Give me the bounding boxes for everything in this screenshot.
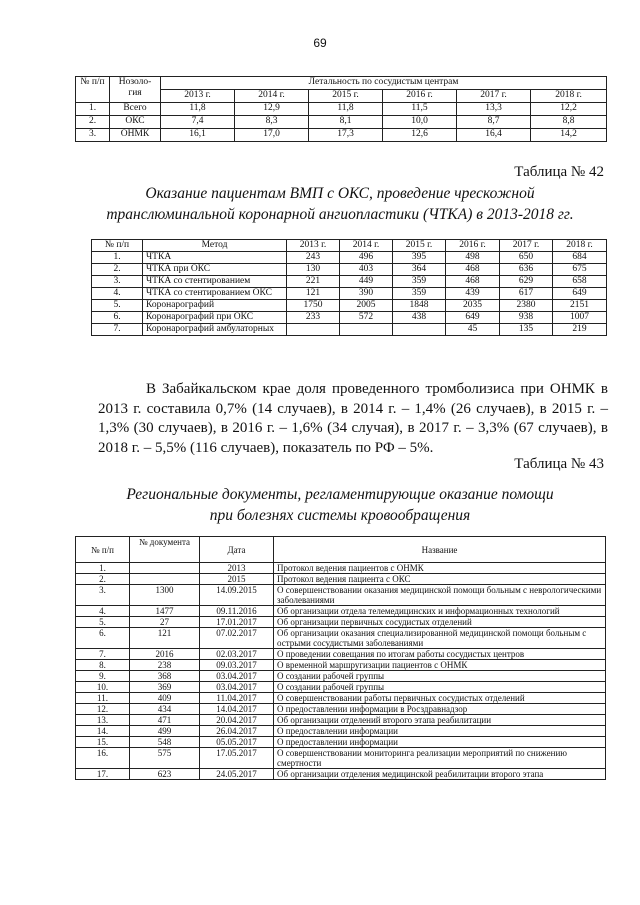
col-header-nosology: Нозоло-гия (110, 77, 161, 103)
row-number: 3. (92, 276, 143, 288)
document-number: 409 (130, 693, 200, 704)
table-row (76, 628, 606, 649)
procedure-count: 636 (500, 264, 553, 276)
mortality-value: 8,7 (457, 116, 531, 129)
document-date: 09.03.2017 (200, 660, 274, 671)
document-name: О предоставлении информации в Росздравнадзор (274, 704, 606, 715)
document-name: Об организации отделений второго этапа реабилитации (274, 715, 606, 726)
document-date: 14.09.2015 (200, 585, 274, 606)
mortality-value: 11,8 (309, 103, 383, 116)
procedure-count (393, 324, 446, 336)
document-name: Об организации отделения медицинской реабилитации второго этапа (274, 769, 606, 780)
document-date: 2015 (200, 574, 274, 585)
col-header-method: Метод (143, 240, 287, 252)
row-number: 16. (76, 748, 130, 769)
row-number: 4. (92, 288, 143, 300)
mortality-value: 17,0 (235, 129, 309, 142)
document-number: 368 (130, 671, 200, 682)
procedure-count: 121 (287, 288, 340, 300)
row-number: 3. (76, 585, 130, 606)
procedure-count: 395 (393, 252, 446, 264)
row-number: 2. (92, 264, 143, 276)
document-name: Об организации отдела телемедицинских и информационных технологий (274, 606, 606, 617)
procedure-count: 135 (500, 324, 553, 336)
procedure-count: 496 (340, 252, 393, 264)
table-row (92, 252, 607, 264)
document-number (130, 574, 200, 585)
table-row (76, 737, 606, 748)
document-date: 26.04.2017 (200, 726, 274, 737)
procedure-count: 390 (340, 288, 393, 300)
document-number: 1477 (130, 606, 200, 617)
document-name: Протокол ведения пациентов с ОНМК (274, 563, 606, 574)
table-row (76, 649, 606, 660)
table-row (76, 726, 606, 737)
table-row (92, 300, 607, 312)
table-row (92, 288, 607, 300)
procedure-count: 938 (500, 312, 553, 324)
row-number: 5. (92, 300, 143, 312)
procedure-count: 233 (287, 312, 340, 324)
document-date: 03.04.2017 (200, 682, 274, 693)
procedure-count: 684 (553, 252, 607, 264)
table-row (76, 704, 606, 715)
document-date: 17.05.2017 (200, 748, 274, 769)
row-number: 3. (76, 129, 110, 142)
procedure-count: 498 (446, 252, 500, 264)
row-number: 4. (76, 606, 130, 617)
row-number: 17. (76, 769, 130, 780)
document-number: 121 (130, 628, 200, 649)
nosology-name: ОКС (110, 116, 161, 129)
col-header-mortality: Летальность по сосудистым центрам (161, 77, 607, 90)
row-number: 13. (76, 715, 130, 726)
row-number: 7. (92, 324, 143, 336)
year-header: 2013 г. (161, 90, 235, 103)
mortality-value: 11,8 (161, 103, 235, 116)
mortality-value: 17,3 (309, 129, 383, 142)
document-number (130, 563, 200, 574)
year-header: 2016 г. (446, 240, 500, 252)
mortality-value: 11,5 (383, 103, 457, 116)
year-header: 2018 г. (553, 240, 607, 252)
regional-documents-body (76, 563, 606, 780)
table-row (92, 276, 607, 288)
mortality-table (75, 76, 607, 142)
procedure-count: 2151 (553, 300, 607, 312)
row-number: 10. (76, 682, 130, 693)
procedure-count: 438 (393, 312, 446, 324)
method-name: ЧТКА при ОКС (143, 264, 287, 276)
table-row (76, 617, 606, 628)
procedure-count: 468 (446, 276, 500, 288)
row-number: 2. (76, 116, 110, 129)
row-number: 14. (76, 726, 130, 737)
year-header: 2018 г. (531, 90, 607, 103)
table-row (76, 769, 606, 780)
method-name: Коронарографий амбулаторных (143, 324, 287, 336)
document-date: 07.02.2017 (200, 628, 274, 649)
col-header-no: № п/п (76, 537, 130, 563)
ptca-header-row (92, 240, 607, 252)
table-row (76, 563, 606, 574)
procedure-count: 359 (393, 276, 446, 288)
document-date: 05.05.2017 (200, 737, 274, 748)
document-date: 03.04.2017 (200, 671, 274, 682)
document-number: 499 (130, 726, 200, 737)
table-row (92, 312, 607, 324)
procedure-count: 359 (393, 288, 446, 300)
col-header-name: Название (274, 537, 606, 563)
method-name: Коронарографий (143, 300, 287, 312)
table-row (76, 748, 606, 769)
row-number: 2. (76, 574, 130, 585)
procedure-count: 1750 (287, 300, 340, 312)
document-name: О предоставлении информации (274, 737, 606, 748)
document-number: 575 (130, 748, 200, 769)
mortality-table-body (76, 103, 607, 142)
document-name: Протокол ведения пациента с ОКС (274, 574, 606, 585)
mortality-value: 10,0 (383, 116, 457, 129)
table-row (92, 264, 607, 276)
procedure-count: 439 (446, 288, 500, 300)
nosology-name: Всего (110, 103, 161, 116)
procedure-count (340, 324, 393, 336)
procedure-count: 2380 (500, 300, 553, 312)
procedure-count: 629 (500, 276, 553, 288)
procedure-count: 2005 (340, 300, 393, 312)
procedure-count (287, 324, 340, 336)
procedure-count: 649 (446, 312, 500, 324)
table-42-caption: Оказание пациентам ВМП с ОКС, проведение чрескожной транслюминальной коронарной ангиопластики (ЧТКА) в 2013-2018 гг. (106, 185, 574, 223)
row-number: 11. (76, 693, 130, 704)
table-row (76, 660, 606, 671)
year-header: 2017 г. (457, 90, 531, 103)
document-date: 14.04.2017 (200, 704, 274, 715)
document-number: 369 (130, 682, 200, 693)
row-number: 7. (76, 649, 130, 660)
procedure-count: 130 (287, 264, 340, 276)
row-number: 5. (76, 617, 130, 628)
table-row (76, 693, 606, 704)
document-number: 27 (130, 617, 200, 628)
procedure-count: 617 (500, 288, 553, 300)
document-name: О создании рабочей группы (274, 671, 606, 682)
row-number: 6. (92, 312, 143, 324)
document-date: 17.01.2017 (200, 617, 274, 628)
row-number: 1. (76, 563, 130, 574)
mortality-value: 12,9 (235, 103, 309, 116)
document-name: О совершенствовании работы первичных сосудистых отделений (274, 693, 606, 704)
document-date: 20.04.2017 (200, 715, 274, 726)
procedure-count: 650 (500, 252, 553, 264)
document-number: 1300 (130, 585, 200, 606)
document-name: О предоставлении информации (274, 726, 606, 737)
row-number: 6. (76, 628, 130, 649)
row-number: 15. (76, 737, 130, 748)
row-number: 1. (92, 252, 143, 264)
procedure-count: 364 (393, 264, 446, 276)
procedure-count: 2035 (446, 300, 500, 312)
table-row (76, 715, 606, 726)
year-header: 2015 г. (393, 240, 446, 252)
ptca-table (91, 239, 607, 336)
row-number: 9. (76, 671, 130, 682)
method-name: ЧТКА со стентированием (143, 276, 287, 288)
document-number: 238 (130, 660, 200, 671)
table-row (76, 682, 606, 693)
mortality-value: 12,6 (383, 129, 457, 142)
mortality-value: 8,8 (531, 116, 607, 129)
table-43-caption: Региональные документы, регламентирующие оказание помощи при болезнях системы кровообращения (126, 486, 554, 524)
nosology-name: ОНМК (110, 129, 161, 142)
mortality-value: 13,3 (457, 103, 531, 116)
document-date: 02.03.2017 (200, 649, 274, 660)
col-header-no: № п/п (76, 77, 110, 103)
document-number: 471 (130, 715, 200, 726)
page-number: 69 (313, 36, 327, 50)
year-header: 2014 г. (340, 240, 393, 252)
mortality-value: 14,2 (531, 129, 607, 142)
document-name: О совершенствовании оказания медицинской помощи больным с неврологическими заболеваниями (274, 585, 606, 606)
col-header-doc-number: № документа (130, 537, 200, 563)
procedure-count: 468 (446, 264, 500, 276)
procedure-count: 658 (553, 276, 607, 288)
row-number: 8. (76, 660, 130, 671)
table-row (92, 324, 607, 336)
table-row (76, 574, 606, 585)
procedure-count: 675 (553, 264, 607, 276)
document-date: 09.11.2016 (200, 606, 274, 617)
regional-documents-table (75, 536, 606, 780)
document-name: О проведении совещания по итогам работы сосудистых центров (274, 649, 606, 660)
row-number: 1. (76, 103, 110, 116)
ptca-table-body (92, 252, 607, 336)
procedure-count: 243 (287, 252, 340, 264)
document-name: Об организации оказания специализированной медицинской помощи больным с острыми сосудистыми заболеваниями (274, 628, 606, 649)
year-header: 2015 г. (309, 90, 383, 103)
col-header-no: № п/п (92, 240, 143, 252)
year-header: 2017 г. (500, 240, 553, 252)
table-row (76, 606, 606, 617)
document-name: Об организации первичных сосудистых отделений (274, 617, 606, 628)
year-header: 2013 г. (287, 240, 340, 252)
procedure-count: 449 (340, 276, 393, 288)
table-row (76, 103, 607, 116)
thrombolysis-paragraph: В Забайкальском крае доля проведенного тромболизиса при ОНМК в 2013 г. составила 0,7% (14 случаев), в 2014 г. – 1,4% (26 случаев), в 2015 г. – 1,3% (30 случаев), в 2016 г. – 1,6% (34 случая), в 2017 г. – 3,3% (67 случаев), в 2018 г. – 5,5% (116 случаев), показатель по РФ – 5%. (98, 381, 608, 456)
mortality-value: 8,3 (235, 116, 309, 129)
document-date: 24.05.2017 (200, 769, 274, 780)
document-number: 434 (130, 704, 200, 715)
document-date: 2013 (200, 563, 274, 574)
mortality-value: 12,2 (531, 103, 607, 116)
table-43-label: Таблица № 43 (514, 456, 604, 472)
table-row (76, 129, 607, 142)
procedure-count: 45 (446, 324, 500, 336)
procedure-count: 219 (553, 324, 607, 336)
mortality-value: 8,1 (309, 116, 383, 129)
method-name: Коронарографий при ОКС (143, 312, 287, 324)
document-number: 623 (130, 769, 200, 780)
mortality-value: 7,4 (161, 116, 235, 129)
method-name: ЧТКА со стентированием ОКС (143, 288, 287, 300)
procedure-count: 572 (340, 312, 393, 324)
document-number: 548 (130, 737, 200, 748)
mortality-value: 16,1 (161, 129, 235, 142)
col-header-date: Дата (200, 537, 274, 563)
row-number: 12. (76, 704, 130, 715)
mortality-value: 16,4 (457, 129, 531, 142)
procedure-count: 221 (287, 276, 340, 288)
method-name: ЧТКА (143, 252, 287, 264)
document-name: О временной маршругизации пациентов с ОНМК (274, 660, 606, 671)
year-header: 2014 г. (235, 90, 309, 103)
procedure-count: 1007 (553, 312, 607, 324)
document-number: 2016 (130, 649, 200, 660)
procedure-count: 403 (340, 264, 393, 276)
table-42-label: Таблица № 42 (514, 164, 604, 180)
table-row (76, 585, 606, 606)
document-name: О совершенствовании мониторинга реализации мероприятий по снижению смертности (274, 748, 606, 769)
year-header: 2016 г. (383, 90, 457, 103)
procedure-count: 649 (553, 288, 607, 300)
table-row (76, 116, 607, 129)
document-date: 11.04.2017 (200, 693, 274, 704)
table-row (76, 671, 606, 682)
document-name: О создании рабочей группы (274, 682, 606, 693)
procedure-count: 1848 (393, 300, 446, 312)
